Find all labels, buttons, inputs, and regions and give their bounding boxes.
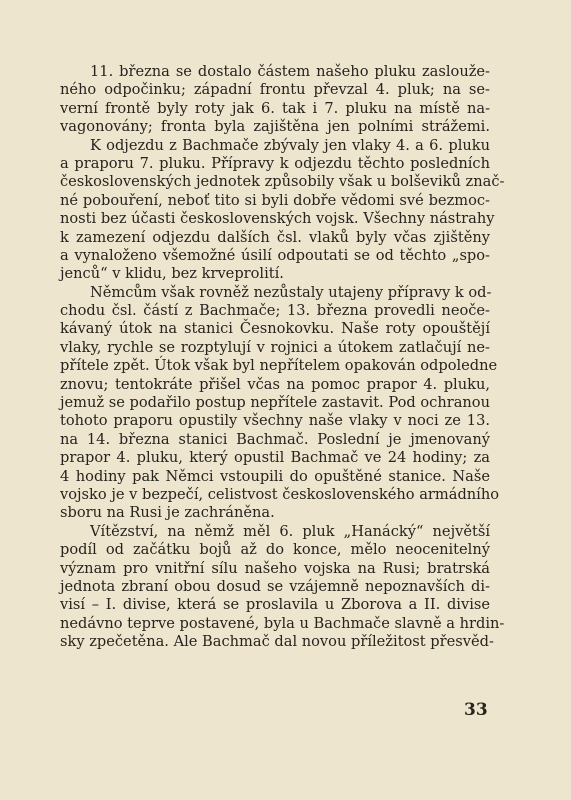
- text-line: k zamezení odjezdu dalších čsl. vlaků byly včas zjištěny: [60, 228, 490, 246]
- text-line: sboru na Rusi je zachráněna.: [60, 504, 275, 522]
- text-line: československých jednotek způsobily však u bolševiků znač-: [60, 173, 505, 191]
- text-line: tohoto praporu opustily všechny naše vlaky v noci ze 13.: [60, 412, 490, 430]
- text-line: visí – I. divise, která se proslavila u Zborova a II. divise: [60, 596, 490, 614]
- text-line: nosti bez účasti československých vojsk. Všechny nástrahy: [60, 210, 495, 228]
- text-line: ného odpočinku; západní frontu převzal 4. pluk; na se-: [60, 81, 490, 99]
- text-line: na 14. března stanici Bachmač. Poslední je jmenovaný: [60, 430, 490, 448]
- paragraph-1: [60, 63, 490, 137]
- text-line: K odjezdu z Bachmače zbývaly jen vlaky 4. a 6. pluku: [90, 136, 490, 154]
- text-line: a vynaloženo všemožné úsilí odpoutati se od těchto „spo-: [60, 246, 490, 264]
- text-line: přítele zpět. Útok však byl nepřítelem opakován odpoledne: [60, 357, 498, 375]
- text-line: jenců“ v klidu, bez krveprolití.: [60, 265, 284, 283]
- text-line: prapor 4. pluku, který opustil Bachmač ve 24 hodiny; za: [60, 449, 490, 467]
- paragraph-2: [60, 136, 505, 284]
- text-line: znovu; tentokráte přišel včas na pomoc prapor 4. pluku,: [60, 375, 490, 393]
- text-line: podíl od začátku bojů až do konce, mělo neocenitelný: [60, 541, 490, 559]
- paragraph-3: [60, 283, 500, 523]
- text-line: sky zpečetěna. Ale Bachmač dal novou příležitost přesvěd-: [60, 633, 494, 651]
- text-line: nedávno teprve postavené, byla u Bachmače slavně a hrdin-: [60, 614, 505, 632]
- text-line: kávaný útok na stanici Česnokovku. Naše roty opouštějí: [60, 320, 490, 338]
- text-line: né pobouření, neboť tito si byli dobře vědomi své bezmoc-: [60, 191, 490, 209]
- text-line: verní frontě byly roty jak 6. tak i 7. pluku na místě na-: [60, 99, 490, 117]
- text-line: jemuž se podařilo postup nepřítele zastavit. Pod ochranou: [60, 394, 490, 412]
- text-line: jednota zbraní obou dosud se vzájemně nepoznavších di-: [60, 577, 490, 595]
- text-line: vojsko je v bezpečí, celistvost československého armádního: [60, 485, 500, 503]
- text-line: Vítězství, na němž měl 6. pluk „Hanácký“ největší: [90, 522, 490, 540]
- text-line: 11. března se dostalo částem našeho pluku zasloužе-: [90, 63, 490, 80]
- text-line: 4 hodiny pak Němci vstoupili do opuštěné stanice. Naše: [60, 467, 490, 485]
- paragraph-4: [60, 522, 505, 652]
- text-line: význam pro vnitřní sílu našeho vojska na Rusi; bratrská: [60, 559, 490, 577]
- text-line: vagonovány; fronta byla zajištěna jen polními strážemi.: [60, 118, 490, 136]
- text-line: chodu čsl. částí z Bachmače; 13. března provedli neoče-: [60, 302, 490, 320]
- text-line: Němcům však rovněž nezůstaly utajeny přípravy k od-: [90, 283, 492, 301]
- text-line: a praporu 7. pluku. Přípravy k odjezdu těchto posledních: [60, 154, 490, 172]
- body-text: [60, 63, 505, 652]
- page-number: 33: [464, 700, 488, 720]
- text-line: vlaky, rychle se rozptylují v rojnici a útokem zatlačují ne-: [60, 338, 490, 356]
